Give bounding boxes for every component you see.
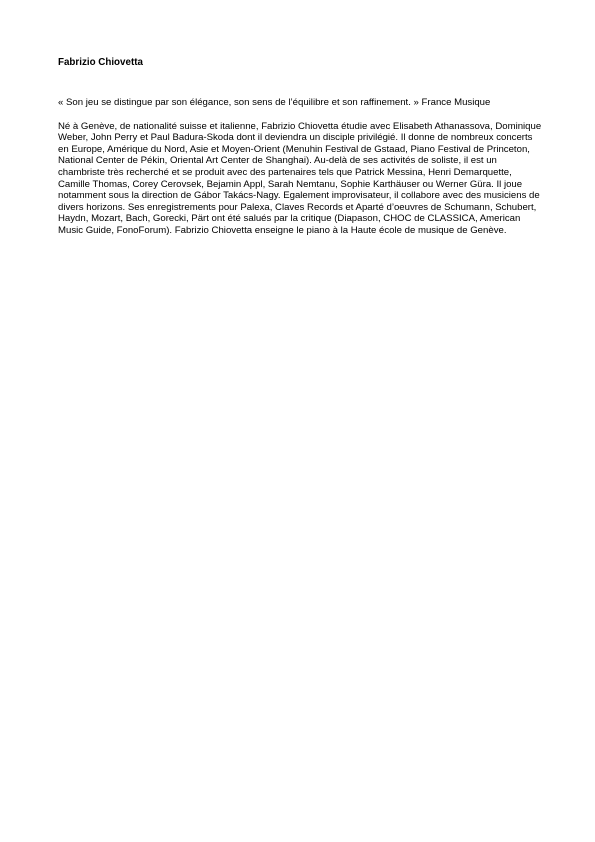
document-body bbox=[58, 57, 544, 249]
quote-paragraph: « Son jeu se distingue par son élégance, son sens de l’équilibre et son raffinement. » France Musique bbox=[58, 97, 491, 108]
biography-paragraph: Né à Genève, de nationalité suisse et italienne, Fabrizio Chiovetta étudie avec Elisabeth Athanassova, Dominique Weber, John Perry et Paul Badura-Skoda dont il deviendra un disciple privilégié. Il donne de nombreux concerts en Europe, Amérique du Nord, Asie et Moyen-Orient (Menuhin Festival de Gstaad, Piano Festival de Princeton, National Center de Pékin, Oriental Art Center de Shanghai). Au-delà de ses activités de soliste, il est un chambriste très recherché et se produit avec des partenaires tels que Patrick Messina, Henri Demarquette, Camille Thomas, Corey Cerovsek, Bejamin Appl, Sarah Nemtanu, Sophie Karthäuser ou Werner Güra. Il joue notamment sous la direction de Gábor Takács-Nagy. Egalement improvisateur, il collabore avec des musiciens de divers horizons. Ses enregistrements pour Palexa, Claves Records et Aparté d’oeuvres de Schumann, Schubert, Haydn, Mozart, Bach, Gorecki, Pärt ont été salués par la critique (Diapason, CHOC de CLASSICA, American Music Guide, FonoForum). Fabrizio Chiovetta enseigne le piano à la Haute école de musique de Genève. bbox=[58, 120, 542, 236]
document-title: Fabrizio Chiovetta bbox=[58, 57, 143, 68]
